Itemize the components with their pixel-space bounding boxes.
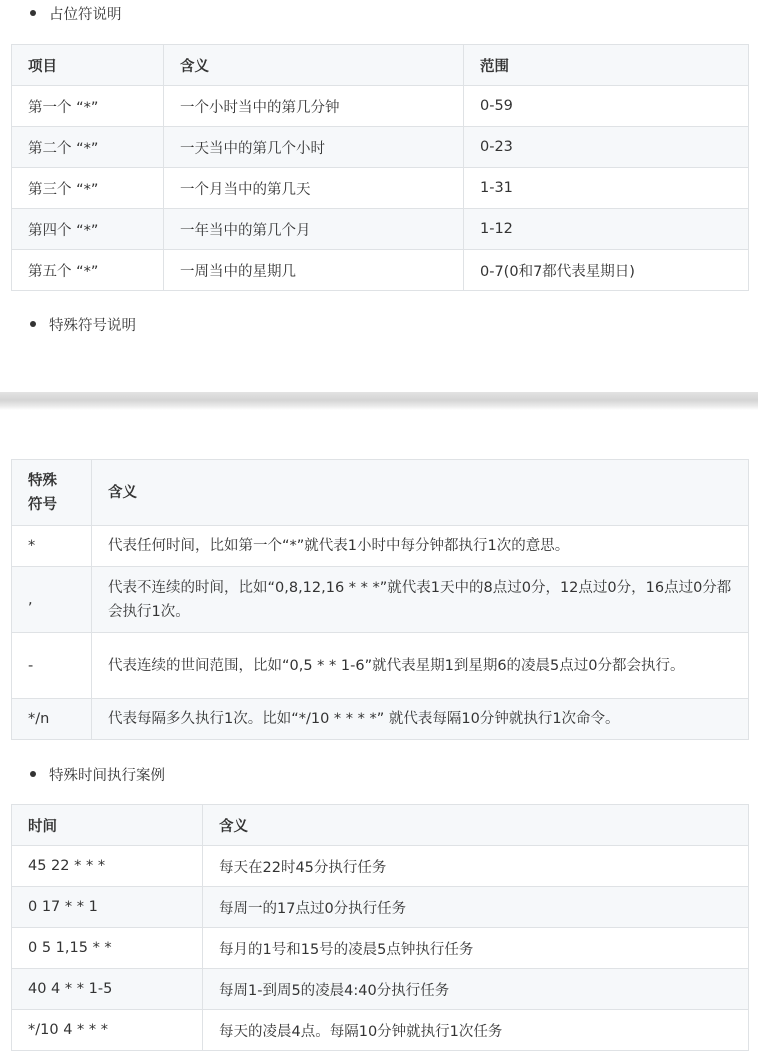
bullet-text: 特殊符号说明 <box>49 317 136 334</box>
header-cell: 时间 <box>12 805 203 846</box>
table-row <box>12 846 749 887</box>
table-cell: 每周一的17点过0分执行任务 <box>203 887 749 928</box>
header-cell: 含义 <box>203 805 749 846</box>
table-row <box>12 887 749 928</box>
table-cell: */n <box>12 699 92 740</box>
table-cell: 一个小时当中的第几分钟 <box>164 86 464 127</box>
table-row <box>12 633 749 699</box>
table-row <box>12 250 749 291</box>
table-header-row <box>12 460 749 526</box>
table-cell: 0 17 * * 1 <box>12 887 203 928</box>
table-cell: 0-7(0和7都代表星期日) <box>464 250 749 291</box>
table-cell: 代表任何时间，比如第一个“*”就代表1小时中每分钟都执行1次的意思。 <box>92 526 749 567</box>
table-cell: 第三个 “*” <box>12 168 164 209</box>
header-cell-text: 特殊符号 <box>28 472 57 513</box>
table-cell: 40 4 * * 1-5 <box>12 969 203 1010</box>
bullet-dot <box>30 10 36 16</box>
table-cell: 代表连续的世间范围，比如“0,5 * * 1-6”就代表星期1到星期6的凌晨5点过0分都会执行。 <box>92 633 749 699</box>
header-cell: 含义 <box>164 45 464 86</box>
table-row <box>12 127 749 168</box>
table-cell: 0-59 <box>464 86 749 127</box>
bullet-placeholder-description <box>30 1 122 25</box>
table-header-row <box>12 45 749 86</box>
bullet-special-time-cases <box>30 762 165 786</box>
table-row <box>12 1010 749 1051</box>
bullet-text: 占位符说明 <box>49 6 122 23</box>
table-cell: 第四个 “*” <box>12 209 164 250</box>
table-row <box>12 699 749 740</box>
table-cell: 一天当中的第几个小时 <box>164 127 464 168</box>
table-cell: 每天在22时45分执行任务 <box>203 846 749 887</box>
table-cell: 每月的1号和15号的凌晨5点钟执行任务 <box>203 928 749 969</box>
bullet-special-symbols <box>30 312 136 336</box>
table-cell: 第二个 “*” <box>12 127 164 168</box>
table-row <box>12 969 749 1010</box>
table-cell: 45 22 * * * <box>12 846 203 887</box>
header-cell: 含义 <box>92 460 749 526</box>
table-cell: , <box>12 567 92 633</box>
table-cell: 一个月当中的第几天 <box>164 168 464 209</box>
header-cell: 项目 <box>12 45 164 86</box>
bullet-dot <box>30 321 36 327</box>
table-cell: 0-23 <box>464 127 749 168</box>
placeholder-table <box>11 44 749 291</box>
table-cell: 一年当中的第几个月 <box>164 209 464 250</box>
table-cell: */10 4 * * * <box>12 1010 203 1051</box>
header-cell: 范围 <box>464 45 749 86</box>
table-header-row <box>12 805 749 846</box>
table-cell: 1-12 <box>464 209 749 250</box>
table-row <box>12 526 749 567</box>
table-cell: 每天的凌晨4点。每隔10分钟就执行1次任务 <box>203 1010 749 1051</box>
table-row <box>12 86 749 127</box>
table-cell: 一周当中的星期几 <box>164 250 464 291</box>
table-row <box>12 928 749 969</box>
bullet-text: 特殊时间执行案例 <box>49 767 165 784</box>
table-cell: 代表每隔多久执行1次。比如“*/10 * * * *” 就代表每隔10分钟就执行1次命令。 <box>92 699 749 740</box>
table-row <box>12 209 749 250</box>
page-break-divider <box>0 392 758 410</box>
table-cell: 1-31 <box>464 168 749 209</box>
table-cell: 代表不连续的时间，比如“0,8,12,16 * * *”就代表1天中的8点过0分，12点过0分，16点过0分都会执行1次。 <box>92 567 749 633</box>
table-cell: - <box>12 633 92 699</box>
table-cell: 每周1-到周5的凌晨4:40分执行任务 <box>203 969 749 1010</box>
special-symbols-table <box>11 459 749 740</box>
special-time-cases-table <box>11 804 749 1051</box>
header-cell <box>12 460 92 526</box>
table-cell: 第五个 “*” <box>12 250 164 291</box>
table-row <box>12 567 749 633</box>
table-cell: * <box>12 526 92 567</box>
bullet-dot <box>30 771 36 777</box>
table-cell: 0 5 1,15 * * <box>12 928 203 969</box>
table-row <box>12 168 749 209</box>
table-cell: 第一个 “*” <box>12 86 164 127</box>
